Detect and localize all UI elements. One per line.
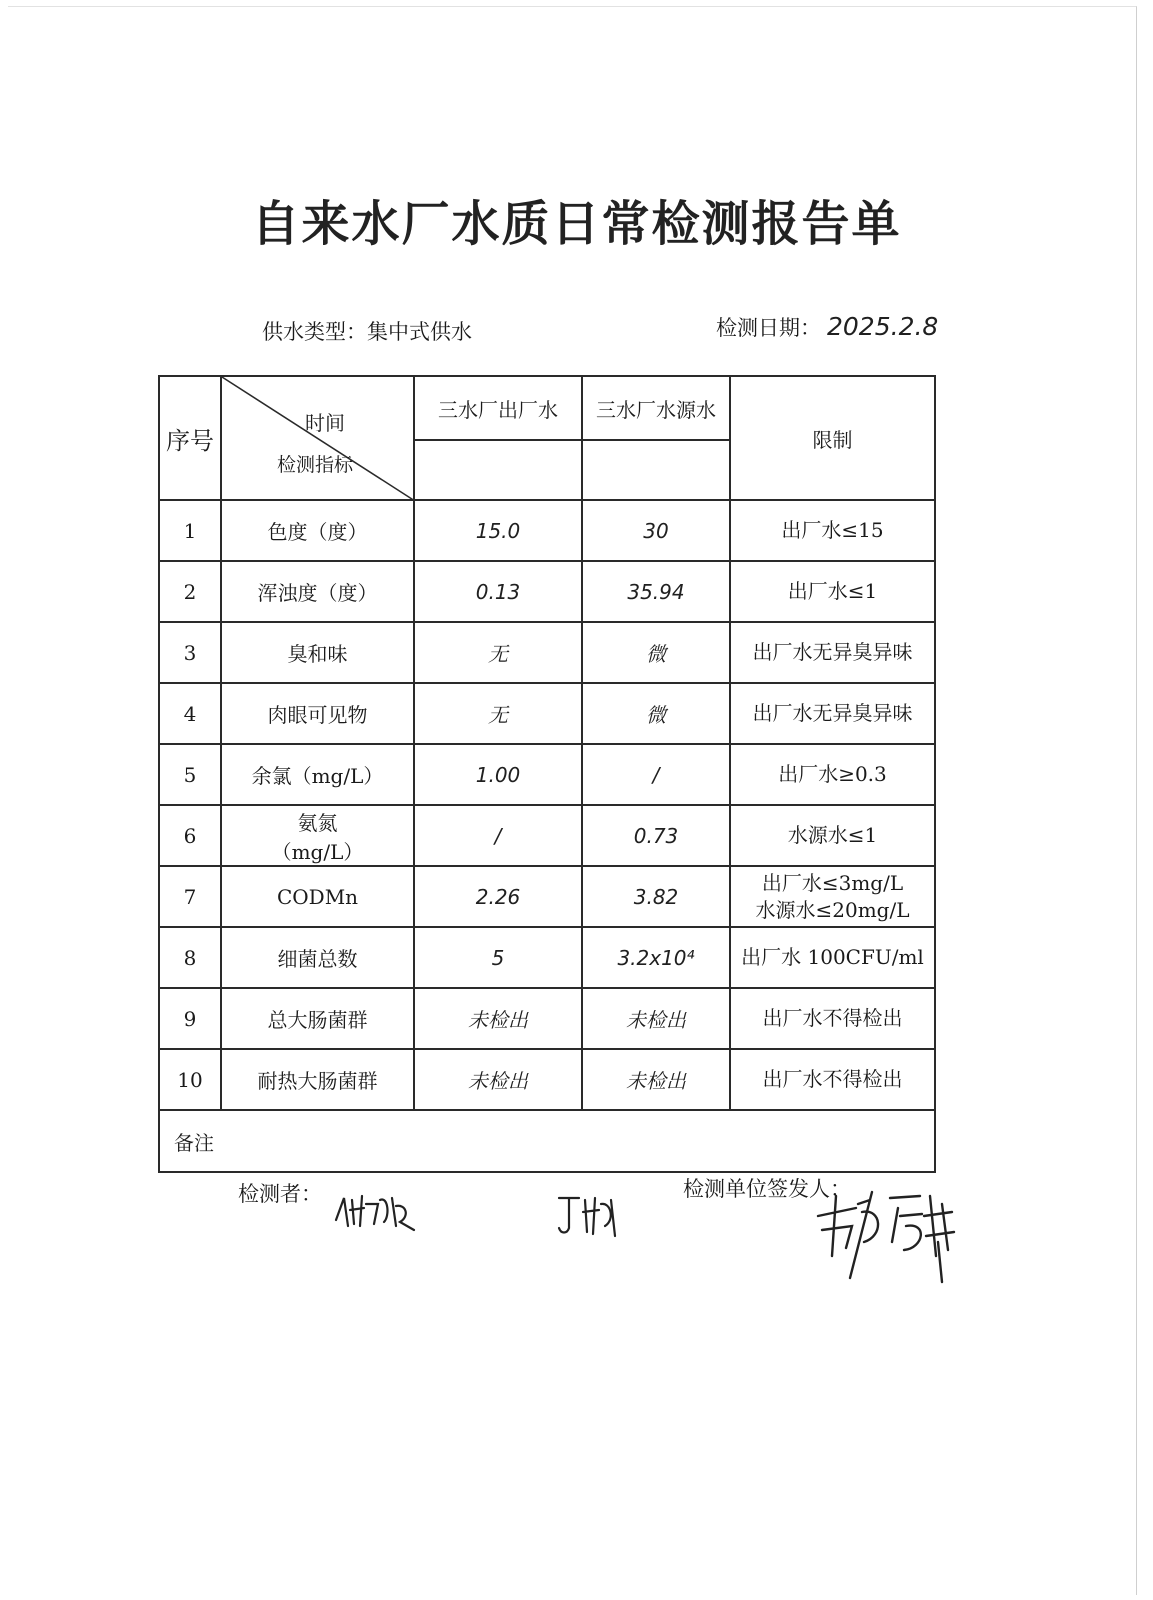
row-limit-line1: 出厂水≤3mg/L	[761, 870, 904, 895]
report-title: 自来水厂水质日常检测报告单	[251, 196, 902, 252]
header-col-out: 三水厂出厂水	[414, 376, 582, 440]
supply-type-value: 集中式供水	[367, 320, 472, 344]
test-date-value: 2025.2.8	[827, 312, 939, 341]
header-time: 时间	[305, 411, 345, 435]
row-limit: 出厂水不得检出	[730, 988, 935, 1049]
report-table	[158, 375, 936, 1173]
row-out-value: 5	[414, 927, 582, 988]
row-out-value: 15.0	[414, 500, 582, 561]
row-out-value: 无	[414, 622, 582, 683]
issuer-signature	[812, 1186, 962, 1286]
header-indicator: 检测指标	[277, 454, 354, 476]
row-name: 肉眼可见物	[221, 683, 414, 744]
inspector-signature-2	[555, 1190, 625, 1240]
remark-label: 备注	[159, 1110, 935, 1172]
row-out-value: 0.13	[414, 561, 582, 622]
header-row	[159, 376, 935, 440]
table-row	[159, 744, 935, 805]
row-limit: 水源水≤1	[730, 805, 935, 866]
row-src-value: 未检出	[582, 988, 730, 1049]
diagonal-line	[222, 377, 415, 501]
row-src-value: 3.82	[582, 866, 730, 927]
issuer-label: 检测单位签发人：	[683, 1177, 851, 1201]
row-limit-line2: 水源水≤20mg/L	[755, 897, 910, 922]
test-date-label: 检测日期：	[716, 316, 821, 340]
test-date	[716, 312, 938, 342]
row-limit: 出厂水≤15	[730, 500, 935, 561]
table-row	[159, 561, 935, 622]
row-limit: 出厂水不得检出	[730, 1049, 935, 1110]
supply-type-label: 供水类型：	[262, 320, 367, 344]
header-col-src-empty	[582, 440, 730, 500]
header-diagonal	[221, 376, 414, 500]
header-col-src: 三水厂水源水	[582, 376, 730, 440]
row-limit: 出厂水≥0.3	[730, 744, 935, 805]
header-limit: 限制	[730, 376, 935, 500]
inspector-label: 检测者：	[238, 1182, 322, 1206]
row-name: 耐热大肠菌群	[221, 1049, 414, 1110]
row-seq: 1	[159, 500, 221, 561]
remark-row	[159, 1110, 935, 1172]
row-name: 色度（度）	[221, 500, 414, 561]
row-seq: 4	[159, 683, 221, 744]
row-name: 浑浊度（度）	[221, 561, 414, 622]
row-name: 余氯（mg/L）	[221, 744, 414, 805]
row-src-value: 0.73	[582, 805, 730, 866]
row-src-value: 35.94	[582, 561, 730, 622]
row-out-value: 未检出	[414, 988, 582, 1049]
row-src-value: /	[582, 744, 730, 805]
row-name-line2: （mg/L）	[271, 839, 364, 864]
row-name	[221, 805, 414, 866]
row-seq: 9	[159, 988, 221, 1049]
row-out-value: /	[414, 805, 582, 866]
table-row	[159, 683, 935, 744]
row-limit	[730, 866, 935, 927]
row-seq: 7	[159, 866, 221, 927]
table-row	[159, 805, 935, 866]
row-limit: 出厂水无异臭异味	[730, 622, 935, 683]
row-src-value: 微	[582, 683, 730, 744]
row-src-value: 微	[582, 622, 730, 683]
row-src-value: 30	[582, 500, 730, 561]
table-row	[159, 866, 935, 927]
header-seq: 序号	[159, 376, 221, 500]
header-col-out-empty	[414, 440, 582, 500]
row-seq: 2	[159, 561, 221, 622]
inspector-signature-1	[330, 1186, 420, 1236]
row-out-value: 无	[414, 683, 582, 744]
row-name: CODMn	[221, 866, 414, 927]
table-row	[159, 927, 935, 988]
row-name-line1: 氨氮	[297, 810, 338, 835]
table-row	[159, 988, 935, 1049]
row-name: 细菌总数	[221, 927, 414, 988]
row-seq: 5	[159, 744, 221, 805]
row-src-value: 未检出	[582, 1049, 730, 1110]
row-out-value: 未检出	[414, 1049, 582, 1110]
row-name: 臭和味	[221, 622, 414, 683]
row-out-value: 1.00	[414, 744, 582, 805]
row-limit: 出厂水 100CFU/ml	[730, 927, 935, 988]
row-seq: 8	[159, 927, 221, 988]
row-limit: 出厂水无异臭异味	[730, 683, 935, 744]
table-row	[159, 500, 935, 561]
table-row	[159, 1049, 935, 1110]
row-out-value: 2.26	[414, 866, 582, 927]
row-seq: 6	[159, 805, 221, 866]
row-seq: 10	[159, 1049, 221, 1110]
supply-type	[262, 316, 472, 346]
row-seq: 3	[159, 622, 221, 683]
row-limit: 出厂水≤1	[730, 561, 935, 622]
row-src-value: 3.2x10⁴	[582, 927, 730, 988]
row-name: 总大肠菌群	[221, 988, 414, 1049]
table-row	[159, 622, 935, 683]
